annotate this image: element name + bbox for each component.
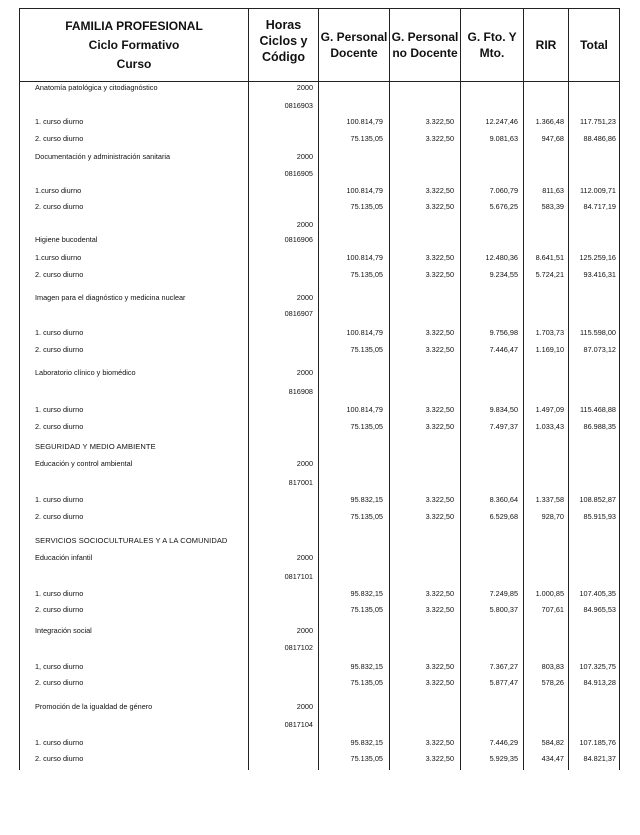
header-curso-line: Curso (116, 56, 152, 71)
g-personal-docente-cell: 75.135,05 (350, 134, 383, 143)
g-fto-mto-cell: 12.247,46 (485, 117, 518, 126)
course-row (19, 343, 620, 357)
rir-cell: 584,82 (541, 738, 564, 747)
total-cell: 84.821,37 (583, 754, 616, 763)
header-horas-line: Horas (265, 18, 302, 32)
row-label: 1. curso diurno (35, 328, 84, 337)
horas-cell: 0817104 (284, 720, 313, 729)
g-fto-mto-cell: 9.081,63 (489, 134, 518, 143)
rir-cell: 947,68 (541, 134, 564, 143)
cycle-row (19, 366, 620, 380)
total-cell: 84.965,53 (583, 605, 616, 614)
row-label: 1.curso diurno (35, 186, 82, 195)
code-row (19, 718, 620, 732)
header-gpn-line: G. Personal (391, 30, 459, 44)
code-row (19, 167, 620, 181)
course-row (19, 736, 620, 750)
g-personal-no-docente-cell: 3.322,50 (425, 253, 454, 262)
horas-cell: 2000 (296, 152, 313, 161)
cycle-row (19, 291, 620, 305)
row-label: Imagen para el diagnóstico y medicina nuclear (35, 293, 186, 302)
g-personal-docente-cell: 75.135,05 (350, 512, 383, 521)
g-personal-no-docente-cell: 3.322,50 (425, 495, 454, 504)
horas-cell: 0816906 (284, 235, 313, 244)
horas-cell: 0816903 (284, 101, 313, 110)
rir-cell: 811,63 (542, 186, 564, 195)
family-label: SERVICIOS SOCIOCULTURALES Y A LA COMUNIDAD (35, 536, 228, 545)
total-cell: 117.751,23 (580, 117, 616, 126)
total-cell: 88.486,86 (583, 134, 616, 143)
header-gpd-line: Docente (330, 46, 378, 60)
rir-cell: 5.724,21 (535, 270, 564, 279)
g-personal-docente-cell: 75.135,05 (350, 202, 383, 211)
code-row (19, 385, 620, 399)
g-personal-no-docente-cell: 3.322,50 (425, 345, 454, 354)
g-fto-mto-cell: 6.529,68 (489, 512, 518, 521)
header-ciclo-line: Ciclo Formativo (88, 37, 180, 52)
total-cell: 84.717,19 (583, 202, 616, 211)
g-fto-mto-cell: 7.497,37 (489, 422, 518, 431)
cycle-row (19, 551, 620, 565)
row-label: 1, curso diurno (35, 662, 84, 671)
g-personal-no-docente-cell: 3.322,50 (425, 678, 454, 687)
horas-cell: 0817102 (284, 643, 313, 652)
cycle-row (19, 81, 620, 95)
row-label: 1.curso diurno (35, 253, 82, 262)
row-label: 2. curso diurno (35, 678, 84, 687)
course-row (19, 420, 620, 434)
total-cell: 84.913,28 (583, 678, 616, 687)
row-label: 1. curso diurno (35, 495, 84, 504)
course-row (19, 115, 620, 129)
total-cell: 85.915,93 (583, 512, 616, 521)
header-g-personal-no-docente (389, 8, 461, 82)
course-row (19, 200, 620, 214)
g-fto-mto-cell: 7.249,85 (489, 589, 518, 598)
g-personal-docente-cell: 100.814,79 (346, 186, 383, 195)
g-personal-docente-cell: 75.135,05 (350, 605, 383, 614)
row-label: Promoción de la igualdad de género (35, 702, 153, 711)
header-horas (248, 8, 319, 82)
rir-cell: 1.497,09 (535, 405, 564, 414)
cycle-row (19, 233, 620, 247)
g-personal-docente-cell: 75.135,05 (350, 678, 383, 687)
g-personal-no-docente-cell: 3.322,50 (425, 512, 454, 521)
rir-cell: 583,39 (541, 202, 564, 211)
g-personal-docente-cell: 95.832,15 (350, 738, 383, 747)
g-personal-docente-cell: 95.832,15 (350, 662, 383, 671)
rir-cell: 1.337,58 (535, 495, 564, 504)
g-personal-no-docente-cell: 3.322,50 (425, 605, 454, 614)
g-fto-mto-cell: 5.800,37 (489, 605, 518, 614)
course-row (19, 326, 620, 340)
g-personal-no-docente-cell: 3.322,50 (425, 754, 454, 763)
horas-cell: 2000 (296, 459, 313, 468)
row-label: 2. curso diurno (35, 345, 84, 354)
row-label: 1. curso diurno (35, 738, 84, 747)
row-label: Higiene bucodental (35, 235, 98, 244)
g-personal-no-docente-cell: 3.322,50 (425, 134, 454, 143)
code-row (19, 218, 620, 232)
code-row (19, 641, 620, 655)
g-personal-no-docente-cell: 3.322,50 (425, 405, 454, 414)
row-label: 1. curso diurno (35, 117, 84, 126)
row-label: 1. curso diurno (35, 589, 84, 598)
header-gpd-line: G. Personal (320, 30, 388, 44)
g-fto-mto-cell: 7.060,79 (489, 186, 518, 195)
cycle-row (19, 150, 620, 164)
g-personal-docente-cell: 100.814,79 (346, 328, 383, 337)
header-familia-line: FAMILIA PROFESIONAL (65, 18, 203, 33)
g-fto-mto-cell: 7.367,27 (489, 662, 518, 671)
total-cell: 107.185,76 (579, 738, 616, 747)
g-fto-mto-cell: 7.446,29 (489, 738, 518, 747)
course-row (19, 660, 620, 674)
total-cell: 87.073,12 (583, 345, 616, 354)
header-gpn-line: no Docente (392, 46, 458, 60)
total-cell: 115.468,88 (580, 405, 616, 414)
g-fto-mto-cell: 5.676,25 (489, 202, 518, 211)
row-label: Laboratorio clínico y biomédico (35, 368, 136, 377)
code-row (19, 99, 620, 113)
code-row (19, 476, 620, 490)
row-label: Anatomía patológica y citodiagnóstico (35, 83, 158, 92)
row-label: 2. curso diurno (35, 202, 84, 211)
rir-cell: 1.703,73 (535, 328, 564, 337)
rir-cell: 8.641,51 (535, 253, 564, 262)
g-personal-docente-cell: 75.135,05 (350, 345, 383, 354)
header-total-label: Total (580, 38, 608, 52)
family-row (19, 534, 620, 548)
course-row (19, 251, 620, 265)
g-personal-docente-cell: 75.135,05 (350, 270, 383, 279)
row-label: 2. curso diurno (35, 422, 84, 431)
g-personal-docente-cell: 100.814,79 (346, 253, 383, 262)
total-cell: 115.598,00 (580, 328, 616, 337)
header-rir (523, 8, 569, 82)
course-row (19, 587, 620, 601)
course-row (19, 132, 620, 146)
total-cell: 125.259,16 (579, 253, 616, 262)
course-row (19, 510, 620, 524)
code-row (19, 307, 620, 321)
horas-cell: 817001 (288, 478, 313, 487)
g-fto-mto-cell: 9.834,50 (489, 405, 518, 414)
g-personal-docente-cell: 75.135,05 (350, 754, 383, 763)
horas-cell: 816908 (288, 387, 313, 396)
rir-cell: 1.366,48 (535, 117, 564, 126)
family-label: SEGURIDAD Y MEDIO AMBIENTE (35, 442, 156, 451)
g-personal-no-docente-cell: 3.322,50 (425, 328, 454, 337)
g-fto-mto-cell: 9.234,55 (489, 270, 518, 279)
row-label: Integración social (35, 626, 92, 635)
g-personal-no-docente-cell: 3.322,50 (425, 589, 454, 598)
horas-cell: 2000 (296, 553, 313, 562)
header-familia-profesional (19, 8, 249, 82)
family-row (19, 440, 620, 454)
rir-cell: 1.000,85 (535, 589, 564, 598)
horas-cell: 0817101 (284, 572, 313, 581)
g-personal-no-docente-cell: 3.322,50 (425, 117, 454, 126)
cycle-row (19, 700, 620, 714)
rir-cell: 434,47 (541, 754, 564, 763)
g-fto-mto-cell: 7.446,47 (489, 345, 518, 354)
total-cell: 112.009,71 (580, 186, 616, 195)
cycle-row (19, 457, 620, 471)
total-cell: 108.852,87 (579, 495, 616, 504)
total-cell: 93.416,31 (583, 270, 616, 279)
course-row (19, 493, 620, 507)
row-label: 2. curso diurno (35, 134, 84, 143)
row-label: Educación y control ambiental (35, 459, 133, 468)
g-personal-docente-cell: 100.814,79 (346, 117, 383, 126)
course-row (19, 403, 620, 417)
g-personal-docente-cell: 75.135,05 (350, 422, 383, 431)
horas-cell: 2000 (296, 83, 313, 92)
horas-cell: 2000 (296, 368, 313, 377)
course-row (19, 676, 620, 690)
g-personal-no-docente-cell: 3.322,50 (425, 738, 454, 747)
header-gfm-line: Mto. (479, 46, 505, 60)
g-fto-mto-cell: 12.480,36 (485, 253, 518, 262)
g-personal-no-docente-cell: 3.322,50 (425, 422, 454, 431)
row-label: 1. curso diurno (35, 405, 84, 414)
rir-cell: 928,70 (541, 512, 564, 521)
rir-cell: 707,61 (541, 605, 564, 614)
horas-cell: 2000 (296, 702, 313, 711)
total-cell: 107.405,35 (579, 589, 616, 598)
total-cell: 86.988,35 (583, 422, 616, 431)
cycle-row (19, 624, 620, 638)
header-g-fto-mto (460, 8, 524, 82)
header-horas-line: Ciclos y (259, 34, 308, 48)
g-personal-docente-cell: 95.832,15 (350, 495, 383, 504)
course-row (19, 268, 620, 282)
g-personal-docente-cell: 100.814,79 (346, 405, 383, 414)
budget-table (19, 8, 620, 770)
g-personal-docente-cell: 95.832,15 (350, 589, 383, 598)
horas-cell: 0816905 (284, 169, 313, 178)
horas-cell: 2000 (296, 293, 313, 302)
total-cell: 107.325,75 (579, 662, 616, 671)
g-personal-no-docente-cell: 3.322,50 (425, 186, 454, 195)
header-rir-label: RIR (535, 38, 557, 52)
row-label: Educación infantil (35, 553, 93, 562)
horas-cell: 0816907 (284, 309, 313, 318)
row-label: 2. curso diurno (35, 512, 84, 521)
g-fto-mto-cell: 8.360,64 (489, 495, 518, 504)
row-label: 2. curso diurno (35, 605, 84, 614)
code-row (19, 570, 620, 584)
row-label: 2. curso diurno (35, 270, 84, 279)
header-total (568, 8, 620, 82)
rir-cell: 803,83 (541, 662, 564, 671)
g-fto-mto-cell: 5.929,35 (489, 754, 518, 763)
rir-cell: 1.169,10 (535, 345, 564, 354)
g-personal-no-docente-cell: 3.322,50 (425, 202, 454, 211)
horas-cell: 2000 (296, 220, 313, 229)
header-gfm-line: G. Fto. Y (467, 30, 517, 44)
header-g-personal-docente (318, 8, 390, 82)
horas-cell: 2000 (296, 626, 313, 635)
course-row (19, 184, 620, 198)
g-personal-no-docente-cell: 3.322,50 (425, 270, 454, 279)
header-horas-line: Código (261, 50, 306, 64)
g-fto-mto-cell: 5.877,47 (489, 678, 518, 687)
course-row (19, 752, 620, 766)
g-personal-no-docente-cell: 3.322,50 (425, 662, 454, 671)
row-label: Documentación y administración sanitaria (35, 152, 171, 161)
course-row (19, 603, 620, 617)
rir-cell: 1.033,43 (535, 422, 564, 431)
rir-cell: 578,26 (541, 678, 564, 687)
row-label: 2. curso diurno (35, 754, 84, 763)
g-fto-mto-cell: 9.756,98 (489, 328, 518, 337)
